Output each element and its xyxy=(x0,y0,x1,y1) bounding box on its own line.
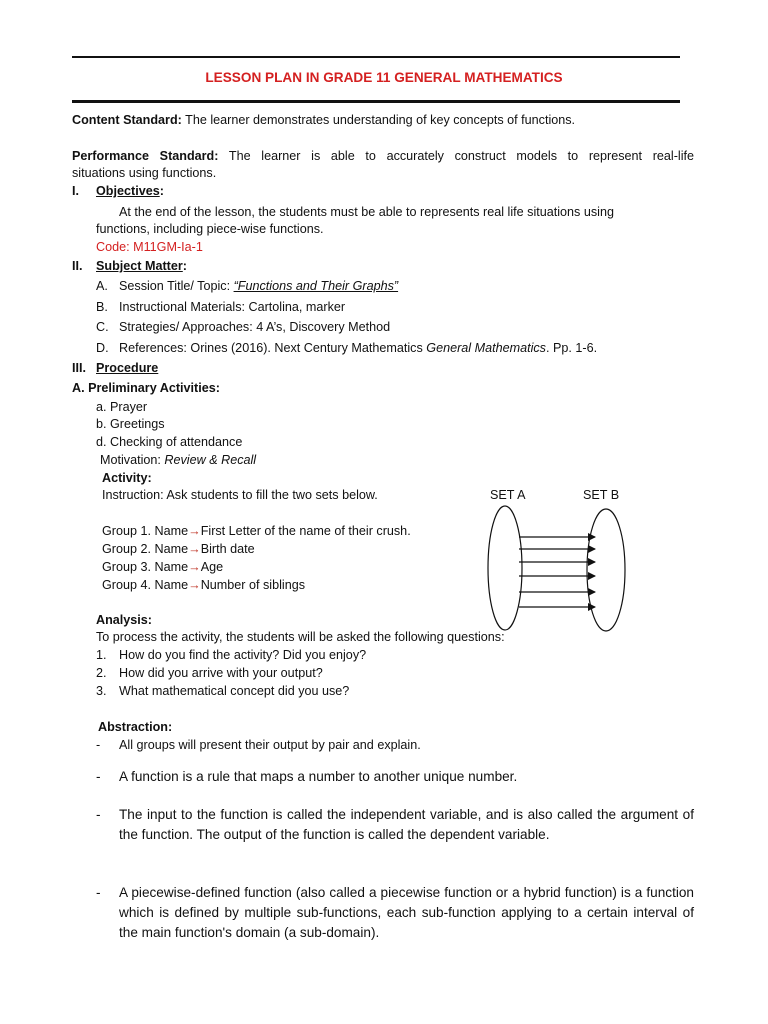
content-standard-text: The learner demonstrates understanding of key concepts of functions. xyxy=(185,113,576,127)
performance-standard-label: Performance Standard: xyxy=(72,149,219,163)
group-value: Age xyxy=(200,560,224,574)
bullet-dash: - xyxy=(96,885,101,900)
set-a-label: SET A xyxy=(490,488,526,502)
abstraction-point: All groups will present their output by pair and explain. xyxy=(119,738,421,752)
references-pages: . Pp. 1-6. xyxy=(545,341,598,355)
subject-d-letter: D. xyxy=(96,341,109,355)
question-num: 1. xyxy=(96,648,107,662)
analysis-intro: To process the activity, the students will be asked the following questions: xyxy=(96,630,505,644)
arrow-right-icon: → xyxy=(188,542,201,556)
subject-c-letter: C. xyxy=(96,320,109,334)
procedure-heading: Procedure xyxy=(96,361,159,375)
arrow-right-icon: → xyxy=(188,578,201,592)
group-value: First Letter of the name of their crush. xyxy=(200,524,411,538)
group-name: Group 4. Name xyxy=(102,578,189,592)
objectives-num: I. xyxy=(72,184,79,198)
group-name: Group 3. Name xyxy=(102,560,189,574)
references-book: General Mathematics xyxy=(426,341,546,355)
set-a-ellipse xyxy=(488,506,522,630)
abstraction-point: A piecewise-defined function (also called a piecewise function or a hybrid function) is a function which is defined by multiple sub-functions, each sub-function applying to a certain interval of the main function's domain (a sub-domain). xyxy=(119,885,694,940)
group-name: Group 1. Name xyxy=(102,524,189,538)
motivation-label: Motivation: xyxy=(100,453,165,467)
preliminary-item: b. Greetings xyxy=(96,417,165,431)
arrow-right-icon: → xyxy=(188,560,201,574)
question-text: How did you arrive with your output? xyxy=(119,666,323,680)
content-standard-label: Content Standard: xyxy=(72,113,182,127)
subject-matter-label: Subject Matter xyxy=(96,259,183,273)
subject-matter-num: II. xyxy=(72,259,83,273)
subject-b: Instructional Materials: Cartolina, marker xyxy=(119,300,346,314)
session-topic: “Functions and Their Graphs” xyxy=(233,279,399,293)
abstraction-point: A function is a rule that maps a number to another unique number. xyxy=(119,769,518,784)
set-b-ellipse xyxy=(587,509,625,631)
analysis-heading: Analysis: xyxy=(96,613,152,627)
subject-c: Strategies/ Approaches: 4 A’s, Discovery Method xyxy=(119,320,391,334)
question-num: 2. xyxy=(96,666,107,680)
objectives-colon: : xyxy=(159,184,164,198)
objectives-label: Objectives xyxy=(96,184,160,198)
motivation-value: Review & Recall xyxy=(164,453,257,467)
objectives-line2: functions, including piece-wise functions. xyxy=(96,222,324,236)
group-value: Number of siblings xyxy=(200,578,305,592)
subject-a-letter: A. xyxy=(96,279,108,293)
objectives-line1: At the end of the lesson, the students must be able to represents real life situations using xyxy=(119,205,614,219)
preliminary-item: d. Checking of attendance xyxy=(96,435,243,449)
group-name: Group 2. Name xyxy=(102,542,189,556)
question-text: How do you find the activity? Did you enjoy? xyxy=(119,648,367,662)
abstraction-point: The input to the function is called the independent variable, and is also called the argument of the function. The output of the function is called the dependent variable. xyxy=(119,807,694,842)
abstraction-heading: Abstraction: xyxy=(98,720,173,734)
set-b-label: SET B xyxy=(583,488,620,502)
subject-b-letter: B. xyxy=(96,300,108,314)
performance-standard-text: The learner is able to accurately construct models to represent real-life xyxy=(228,149,695,163)
preliminary-item: a. Prayer xyxy=(96,400,148,414)
performance-standard-line2: situations using functions. xyxy=(72,166,217,180)
subject-matter-colon: : xyxy=(182,259,187,273)
page-title: LESSON PLAN IN GRADE 11 GENERAL MATHEMATICS xyxy=(205,70,563,85)
question-num: 3. xyxy=(96,684,107,698)
arrow-right-icon: → xyxy=(188,524,201,538)
group-value: Birth date xyxy=(200,542,255,556)
question-text: What mathematical concept did you use? xyxy=(119,684,350,698)
bullet-dash: - xyxy=(96,807,101,822)
bullet-dash: - xyxy=(96,738,101,752)
preliminary-heading: A. Preliminary Activities: xyxy=(72,381,220,395)
activity-instruction: Instruction: Ask students to fill the two sets below. xyxy=(102,488,378,502)
activity-heading: Activity: xyxy=(102,471,152,485)
references-text: References: Orines (2016). Next Century Mathematics xyxy=(119,341,427,355)
session-title-label: Session Title/ Topic: xyxy=(119,279,234,293)
bullet-dash: - xyxy=(96,769,101,784)
competency-code: Code: M11GM-Ia-1 xyxy=(96,240,203,254)
procedure-num: III. xyxy=(72,361,86,375)
